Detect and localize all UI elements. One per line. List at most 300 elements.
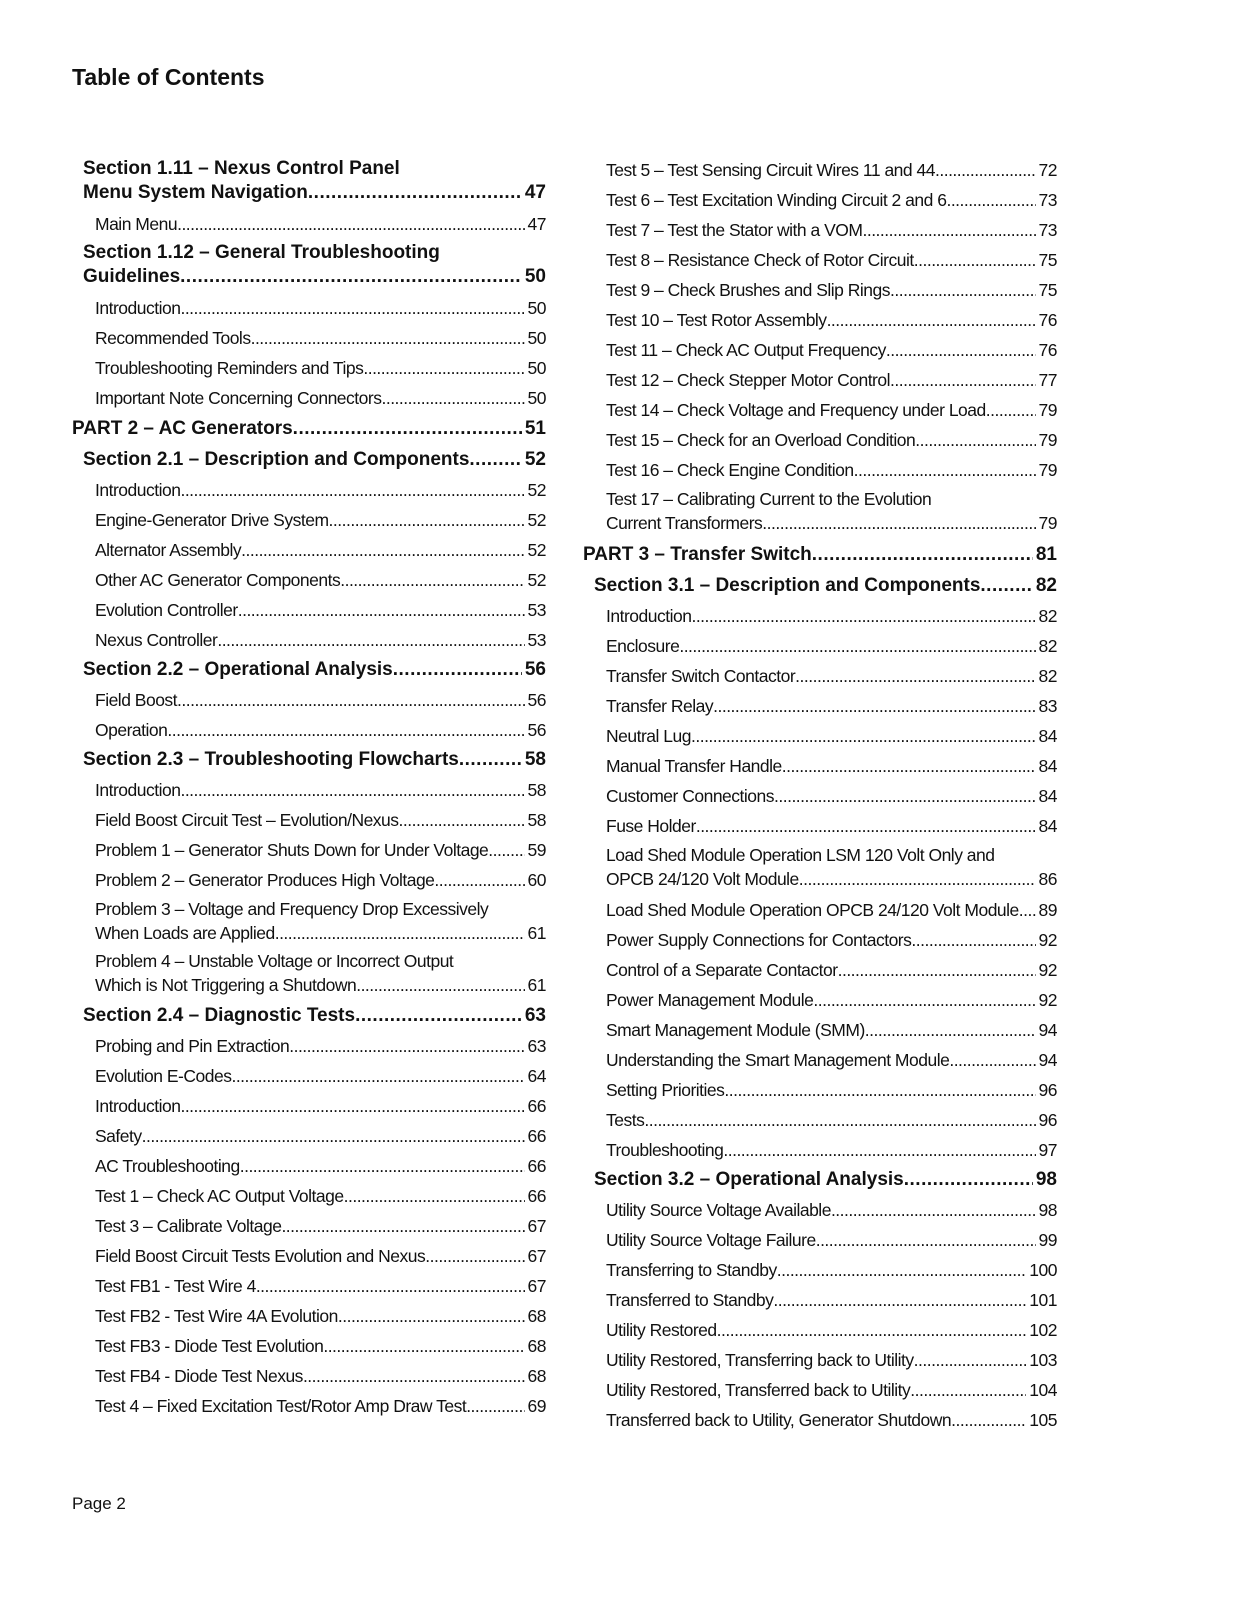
dot-leader	[890, 365, 1036, 395]
toc-entry-title: Test 1 – Check AC Output Voltage	[95, 1186, 344, 1206]
toc-entry-title: Test 3 – Calibrate Voltage	[95, 1216, 282, 1236]
toc-page-number: 76	[1038, 340, 1057, 360]
toc-page-number: 58	[527, 780, 546, 800]
toc-entry[interactable]	[583, 1375, 1057, 1405]
dot-leader	[329, 505, 525, 535]
dot-leader	[340, 565, 524, 595]
toc-page-number: 84	[1038, 756, 1057, 776]
toc-entry-title: Utility Source Voltage Failure	[606, 1230, 816, 1250]
toc-entry[interactable]	[72, 685, 546, 715]
toc-entry[interactable]	[583, 305, 1057, 335]
toc-page-number: 83	[1038, 696, 1057, 716]
toc-page-number: 69	[527, 1396, 546, 1416]
toc-entry[interactable]	[583, 843, 1057, 891]
toc-entry[interactable]	[583, 275, 1057, 305]
toc-entry-title: Transferred back to Utility, Generator Shutdown	[606, 1410, 952, 1430]
toc-entry[interactable]	[583, 1045, 1057, 1075]
toc-entry[interactable]	[72, 1151, 546, 1181]
dot-leader	[167, 715, 524, 745]
dot-leader	[777, 1255, 1027, 1285]
toc-page-number: 51	[524, 418, 546, 439]
toc-page-number: 68	[527, 1366, 546, 1386]
toc-page-number: 97	[1038, 1140, 1057, 1160]
dot-leader	[890, 275, 1036, 305]
toc-entry-title: Setting Priorities	[606, 1080, 725, 1100]
toc-entry-title: Test FB4 - Diode Test Nexus	[95, 1366, 303, 1386]
toc-entry-title: Test 17 – Calibrating Current to the Evolution	[606, 489, 932, 509]
toc-entry[interactable]	[72, 565, 546, 595]
toc-entry[interactable]	[72, 475, 546, 505]
toc-entry-title: Section 2.2 – Operational Analysis	[83, 659, 393, 680]
toc-entry[interactable]	[583, 1255, 1057, 1285]
toc-entry-title: Load Shed Module Operation OPCB 24/120 Volt Module	[606, 900, 1019, 920]
dot-leader	[180, 475, 524, 505]
toc-entry[interactable]	[583, 1405, 1057, 1435]
toc-entry-title: Problem 2 – Generator Produces High Voltage	[95, 870, 435, 890]
dot-leader	[949, 1045, 1035, 1075]
toc-entry[interactable]	[583, 955, 1057, 985]
dot-leader	[180, 293, 524, 323]
toc-entry[interactable]	[583, 691, 1057, 721]
toc-entry-title: Introduction	[95, 1096, 181, 1116]
toc-page-number: 79	[1038, 513, 1057, 533]
dot-leader	[355, 1001, 522, 1031]
toc-section-entry[interactable]	[72, 745, 546, 775]
dot-leader	[911, 925, 1035, 955]
toc-page-number: 53	[527, 630, 546, 650]
toc-page-number: 58	[524, 749, 546, 770]
dot-leader	[691, 721, 1036, 751]
toc-entry[interactable]	[583, 455, 1057, 485]
toc-page-number: 79	[1038, 460, 1057, 480]
toc-entry[interactable]	[72, 625, 546, 655]
dot-leader	[308, 181, 522, 205]
toc-entry[interactable]	[583, 185, 1057, 215]
toc-page-number: 47	[527, 214, 546, 234]
toc-entry[interactable]	[72, 775, 546, 805]
toc-entry-title: Troubleshooting	[606, 1140, 724, 1160]
dot-leader	[910, 1375, 1026, 1405]
toc-entry-title: Test 8 – Resistance Check of Rotor Circuit	[606, 250, 914, 270]
toc-entry-title: OPCB 24/120 Volt Module	[606, 869, 799, 889]
toc-page-number: 79	[1038, 400, 1057, 420]
dot-leader	[865, 1015, 1036, 1045]
toc-page-number: 96	[1038, 1110, 1057, 1130]
toc-entry-title: Transfer Switch Contactor	[606, 666, 796, 686]
dot-leader	[256, 1271, 525, 1301]
toc-entry-title: Test 9 – Check Brushes and Slip Rings	[606, 280, 891, 300]
toc-entry[interactable]	[72, 1301, 546, 1331]
toc-page-number: 66	[527, 1186, 546, 1206]
toc-entry-title: Utility Restored	[606, 1320, 717, 1340]
toc-page-number: 50	[527, 298, 546, 318]
toc-entry[interactable]	[72, 595, 546, 625]
dot-leader	[177, 209, 524, 239]
toc-page-number: 103	[1029, 1350, 1057, 1370]
toc-entry[interactable]	[583, 1195, 1057, 1225]
toc-entry-title: Section 2.3 – Troubleshooting Flowcharts	[83, 749, 459, 770]
toc-page-number: 104	[1029, 1380, 1057, 1400]
toc-page-number: 92	[1038, 990, 1057, 1010]
toc-entry-title: Other AC Generator Components	[95, 570, 341, 590]
toc-entry[interactable]	[583, 395, 1057, 425]
toc-section-entry[interactable]	[72, 157, 546, 205]
toc-page-number: 52	[524, 449, 546, 470]
toc-entry-title: Power Supply Connections for Contactors	[606, 930, 912, 950]
toc-page-number: 98	[1035, 1169, 1057, 1190]
toc-entry-title: Tests	[606, 1110, 645, 1130]
toc-entry-title: Probing and Pin Extraction	[95, 1036, 290, 1056]
toc-page-number: 56	[527, 720, 546, 740]
toc-entry-title: Transferred to Standby	[606, 1290, 774, 1310]
dot-leader	[240, 1151, 525, 1181]
toc-entry[interactable]	[583, 1315, 1057, 1345]
toc-page-number: 56	[524, 659, 546, 680]
toc-page-number: 50	[527, 328, 546, 348]
toc-entry[interactable]	[72, 1331, 546, 1361]
dot-leader	[344, 1181, 525, 1211]
dot-leader	[459, 745, 522, 775]
toc-entry[interactable]	[583, 1105, 1057, 1135]
toc-entry[interactable]	[583, 751, 1057, 781]
toc-entry[interactable]	[583, 215, 1057, 245]
dot-leader	[289, 1031, 524, 1061]
dot-leader	[773, 1285, 1026, 1315]
toc-page-number: 72	[1038, 160, 1057, 180]
toc-entry-title: Introduction	[95, 480, 181, 500]
dot-leader	[986, 395, 1036, 425]
toc-page-number: 66	[527, 1126, 546, 1146]
toc-entry[interactable]	[72, 353, 546, 383]
toc-page-number: 82	[1038, 666, 1057, 686]
toc-entry-title: Test 5 – Test Sensing Circuit Wires 11 and 44	[606, 160, 935, 180]
toc-page-number: 52	[527, 570, 546, 590]
toc-entry[interactable]	[583, 631, 1057, 661]
toc-page-number: 75	[1038, 280, 1057, 300]
toc-entry-title: Introduction	[95, 298, 181, 318]
toc-section-entry[interactable]	[72, 1001, 546, 1031]
dot-leader	[180, 1091, 524, 1121]
toc-page-number: 64	[527, 1066, 546, 1086]
toc-page-number: 66	[527, 1096, 546, 1116]
toc-entry[interactable]	[72, 209, 546, 239]
toc-entry[interactable]	[72, 505, 546, 535]
toc-column-right	[583, 155, 1057, 1435]
dot-leader	[827, 305, 1036, 335]
toc-entry-title: Section 1.11 – Nexus Control Panel	[83, 158, 400, 179]
toc-page-number: 102	[1029, 1320, 1057, 1340]
page-title: Table of Contents	[72, 64, 265, 90]
dot-leader	[238, 595, 525, 625]
toc-entry[interactable]	[583, 487, 1057, 535]
dot-leader	[679, 631, 1035, 661]
toc-entry[interactable]	[72, 1271, 546, 1301]
dot-leader	[935, 155, 1036, 185]
toc-entry[interactable]	[583, 811, 1057, 841]
toc-entry-title: Recommended Tools	[95, 328, 251, 348]
dot-leader	[717, 1315, 1027, 1345]
toc-entry[interactable]	[72, 535, 546, 565]
dot-leader	[854, 455, 1036, 485]
toc-entry-title: Utility Restored, Transferred back to Utility	[606, 1380, 911, 1400]
dot-leader	[914, 1345, 1027, 1375]
toc-entry-title: Engine-Generator Drive System	[95, 510, 329, 530]
dot-leader	[363, 353, 524, 383]
toc-part-entry[interactable]	[72, 413, 546, 445]
toc-entry-title: Field Boost Circuit Tests Evolution and Nexus	[95, 1246, 426, 1266]
toc-entry[interactable]	[72, 1121, 546, 1151]
toc-column-left	[72, 155, 546, 1421]
toc-entry-title: Test FB3 - Diode Test Evolution	[95, 1336, 324, 1356]
dot-leader	[303, 1361, 525, 1391]
toc-entry[interactable]	[72, 1361, 546, 1391]
dot-leader	[142, 1121, 525, 1151]
toc-entry[interactable]	[583, 245, 1057, 275]
toc-entry-title: Troubleshooting Reminders and Tips	[95, 358, 364, 378]
dot-leader	[241, 535, 524, 565]
toc-entry[interactable]	[583, 155, 1057, 185]
dot-leader	[644, 1105, 1035, 1135]
toc-entry-title: Section 3.2 – Operational Analysis	[594, 1169, 904, 1190]
toc-entry-title: Nexus Controller	[95, 630, 218, 650]
toc-entry-title: Problem 4 – Unstable Voltage or Incorrect Output	[95, 951, 454, 971]
dot-leader	[838, 955, 1036, 985]
toc-entry-title: Operation	[95, 720, 168, 740]
toc-page-number: 66	[527, 1156, 546, 1176]
toc-entry[interactable]	[72, 1031, 546, 1061]
toc-entry[interactable]	[72, 1061, 546, 1091]
dot-leader	[762, 511, 1035, 535]
toc-entry[interactable]	[583, 1225, 1057, 1255]
toc-entry-title: PART 2 – AC Generators	[72, 418, 293, 439]
toc-page-number: 68	[527, 1336, 546, 1356]
dot-leader	[886, 335, 1036, 365]
toc-entry-title: Current Transformers	[606, 513, 763, 533]
toc-entry[interactable]	[583, 721, 1057, 751]
toc-page-number: 79	[1038, 430, 1057, 450]
toc-entry[interactable]	[583, 335, 1057, 365]
toc-entry-title: Alternator Assembly	[95, 540, 242, 560]
dot-leader	[723, 1135, 1035, 1165]
toc-section-entry[interactable]	[72, 241, 546, 289]
dot-leader	[813, 985, 1035, 1015]
dot-leader	[862, 215, 1035, 245]
toc-entry-title: Test 7 – Test the Stator with a VOM	[606, 220, 863, 240]
toc-entry-title: Test 15 – Check for an Overload Condition	[606, 430, 916, 450]
toc-entry-title: Transfer Relay	[606, 696, 714, 716]
toc-entry-title: Customer Connections	[606, 786, 774, 806]
toc-page-number: 84	[1038, 726, 1057, 746]
toc-page-number: 82	[1038, 606, 1057, 626]
toc-entry[interactable]	[72, 1181, 546, 1211]
toc-entry[interactable]	[72, 1241, 546, 1271]
toc-entry[interactable]	[72, 383, 546, 413]
toc-page-number: 58	[527, 810, 546, 830]
toc-page-number: 67	[527, 1216, 546, 1236]
toc-entry-title: Menu System Navigation	[83, 182, 308, 203]
toc-page-number: 47	[524, 182, 546, 203]
toc-page-number: 77	[1038, 370, 1057, 390]
dot-leader	[281, 1211, 524, 1241]
dot-leader	[251, 323, 525, 353]
toc-page-number: 84	[1038, 786, 1057, 806]
toc-section-entry[interactable]	[583, 1165, 1057, 1195]
toc-entry[interactable]	[72, 1211, 546, 1241]
dot-leader	[231, 1061, 524, 1091]
toc-entry-title: Test 16 – Check Engine Condition	[606, 460, 854, 480]
toc-entry[interactable]	[583, 1345, 1057, 1375]
toc-page-number: 76	[1038, 310, 1057, 330]
toc-entry[interactable]	[72, 805, 546, 835]
toc-entry[interactable]	[72, 715, 546, 745]
toc-entry-title: Fuse Holder	[606, 816, 696, 836]
toc-entry[interactable]	[583, 1075, 1057, 1105]
dot-leader	[782, 751, 1036, 781]
toc-page-number: 63	[527, 1036, 546, 1056]
toc-section-entry[interactable]	[72, 655, 546, 685]
toc-entry-title: Transferring to Standby	[606, 1260, 777, 1280]
dot-leader	[691, 601, 1035, 631]
toc-entry-title: Evolution E-Codes	[95, 1066, 232, 1086]
dot-leader	[425, 1241, 524, 1271]
toc-section-entry[interactable]	[72, 445, 546, 475]
toc-entry-title: Test 4 – Fixed Excitation Test/Rotor Amp Draw Test	[95, 1396, 467, 1416]
dot-leader	[399, 805, 525, 835]
dot-leader	[323, 1331, 524, 1361]
toc-section-entry[interactable]	[583, 571, 1057, 601]
dot-leader	[795, 661, 1035, 691]
dot-leader	[980, 571, 1032, 601]
toc-page-number: 67	[527, 1246, 546, 1266]
toc-page-number: 53	[527, 600, 546, 620]
dot-leader	[774, 781, 1036, 811]
dot-leader	[177, 685, 524, 715]
dot-leader	[816, 1225, 1036, 1255]
toc-entry[interactable]	[583, 601, 1057, 631]
toc-entry[interactable]	[583, 781, 1057, 811]
toc-entry-title: Neutral Lug	[606, 726, 691, 746]
toc-page-number: 81	[1035, 544, 1057, 565]
toc-entry[interactable]	[72, 865, 546, 895]
toc-entry-title: Section 2.1 – Description and Components	[83, 449, 470, 470]
toc-page-number: 61	[527, 923, 546, 943]
toc-entry[interactable]	[72, 835, 546, 865]
toc-page-number: 89	[1038, 900, 1057, 920]
toc-entry-title: Test FB2 - Test Wire 4A Evolution	[95, 1306, 338, 1326]
toc-entry-title: Test 12 – Check Stepper Motor Control	[606, 370, 891, 390]
toc-entry[interactable]	[72, 897, 546, 945]
toc-entry[interactable]	[583, 895, 1057, 925]
toc-entry-title: Test 14 – Check Voltage and Frequency under Load	[606, 400, 986, 420]
dot-leader	[466, 1391, 524, 1421]
dot-leader	[915, 425, 1035, 455]
toc-page-number: 67	[527, 1276, 546, 1296]
dot-leader	[812, 539, 1033, 571]
toc-entry[interactable]	[72, 1391, 546, 1421]
dot-leader	[951, 1405, 1026, 1435]
page-number: Page 2	[72, 1494, 126, 1513]
toc-entry[interactable]	[72, 949, 546, 997]
toc-page-number: 82	[1035, 575, 1057, 596]
toc-page-number: 92	[1038, 960, 1057, 980]
toc-entry[interactable]	[583, 1015, 1057, 1045]
toc-entry-title: Guidelines	[83, 266, 181, 287]
toc-page-number: 94	[1038, 1020, 1057, 1040]
dot-leader	[338, 1301, 525, 1331]
dot-leader	[434, 865, 524, 895]
toc-entry-title: Utility Source Voltage Available	[606, 1200, 831, 1220]
toc-page-number: 82	[1038, 636, 1057, 656]
toc-page-number: 101	[1029, 1290, 1057, 1310]
toc-entry-title: Safety	[95, 1126, 142, 1146]
toc-page-number: 63	[524, 1005, 546, 1026]
toc-entry-title: Problem 1 – Generator Shuts Down for Under Voltage	[95, 840, 489, 860]
dot-leader	[180, 265, 522, 289]
toc-entry-title: Section 2.4 – Diagnostic Tests	[83, 1005, 356, 1026]
dot-leader	[914, 245, 1036, 275]
toc-entry-title: Section 3.1 – Description and Components	[594, 575, 981, 596]
toc-entry-title: Important Note Concerning Connectors	[95, 388, 382, 408]
toc-entry-title: Test 11 – Check AC Output Frequency	[606, 340, 886, 360]
toc-page-number: 94	[1038, 1050, 1057, 1070]
toc-entry-title: Field Boost Circuit Test – Evolution/Nexus	[95, 810, 399, 830]
toc-entry-title: Load Shed Module Operation LSM 120 Volt Only and	[606, 845, 995, 865]
toc-entry-title: PART 3 – Transfer Switch	[583, 544, 812, 565]
toc-page-number: 86	[1038, 869, 1057, 889]
dot-leader	[696, 811, 1036, 841]
toc-entry-title: When Loads are Applied	[95, 923, 275, 943]
toc-page-number: 96	[1038, 1080, 1057, 1100]
toc-entry[interactable]	[72, 1091, 546, 1121]
toc-page-number: 100	[1029, 1260, 1057, 1280]
toc-page-number: 60	[527, 870, 546, 890]
toc-entry[interactable]	[583, 985, 1057, 1015]
toc-page-number: 52	[527, 540, 546, 560]
toc-entry[interactable]	[583, 925, 1057, 955]
toc-page-number: 50	[527, 388, 546, 408]
dot-leader	[488, 835, 524, 865]
dot-leader	[381, 383, 524, 413]
toc-entry-title: Problem 3 – Voltage and Frequency Drop Excessively	[95, 899, 489, 919]
toc-entry[interactable]	[583, 1135, 1057, 1165]
toc-entry-title: Manual Transfer Handle	[606, 756, 782, 776]
toc-entry-title: Evolution Controller	[95, 600, 238, 620]
toc-page-number: 50	[527, 358, 546, 378]
toc-page-number: 75	[1038, 250, 1057, 270]
toc-entry-title: Enclosure	[606, 636, 680, 656]
toc-entry-title: Test FB1 - Test Wire 4	[95, 1276, 256, 1296]
toc-entry[interactable]	[583, 365, 1057, 395]
toc-part-entry[interactable]	[583, 539, 1057, 571]
toc-entry-title: AC Troubleshooting	[95, 1156, 240, 1176]
dot-leader	[356, 973, 524, 997]
toc-entry[interactable]	[583, 425, 1057, 455]
toc-entry[interactable]	[72, 293, 546, 323]
dot-leader	[293, 413, 522, 445]
toc-entry-title: Smart Management Module (SMM)	[606, 1020, 865, 1040]
toc-page-number: 50	[524, 266, 546, 287]
dot-leader	[724, 1075, 1035, 1105]
toc-page-number: 98	[1038, 1200, 1057, 1220]
toc-entry[interactable]	[583, 661, 1057, 691]
toc-page-number: 105	[1029, 1410, 1057, 1430]
toc-page-number: 52	[527, 480, 546, 500]
toc-entry[interactable]	[583, 1285, 1057, 1315]
toc-entry[interactable]	[72, 323, 546, 353]
toc-entry-title: Test 10 – Test Rotor Assembly	[606, 310, 827, 330]
toc-page-number: 73	[1038, 220, 1057, 240]
dot-leader	[469, 445, 521, 475]
